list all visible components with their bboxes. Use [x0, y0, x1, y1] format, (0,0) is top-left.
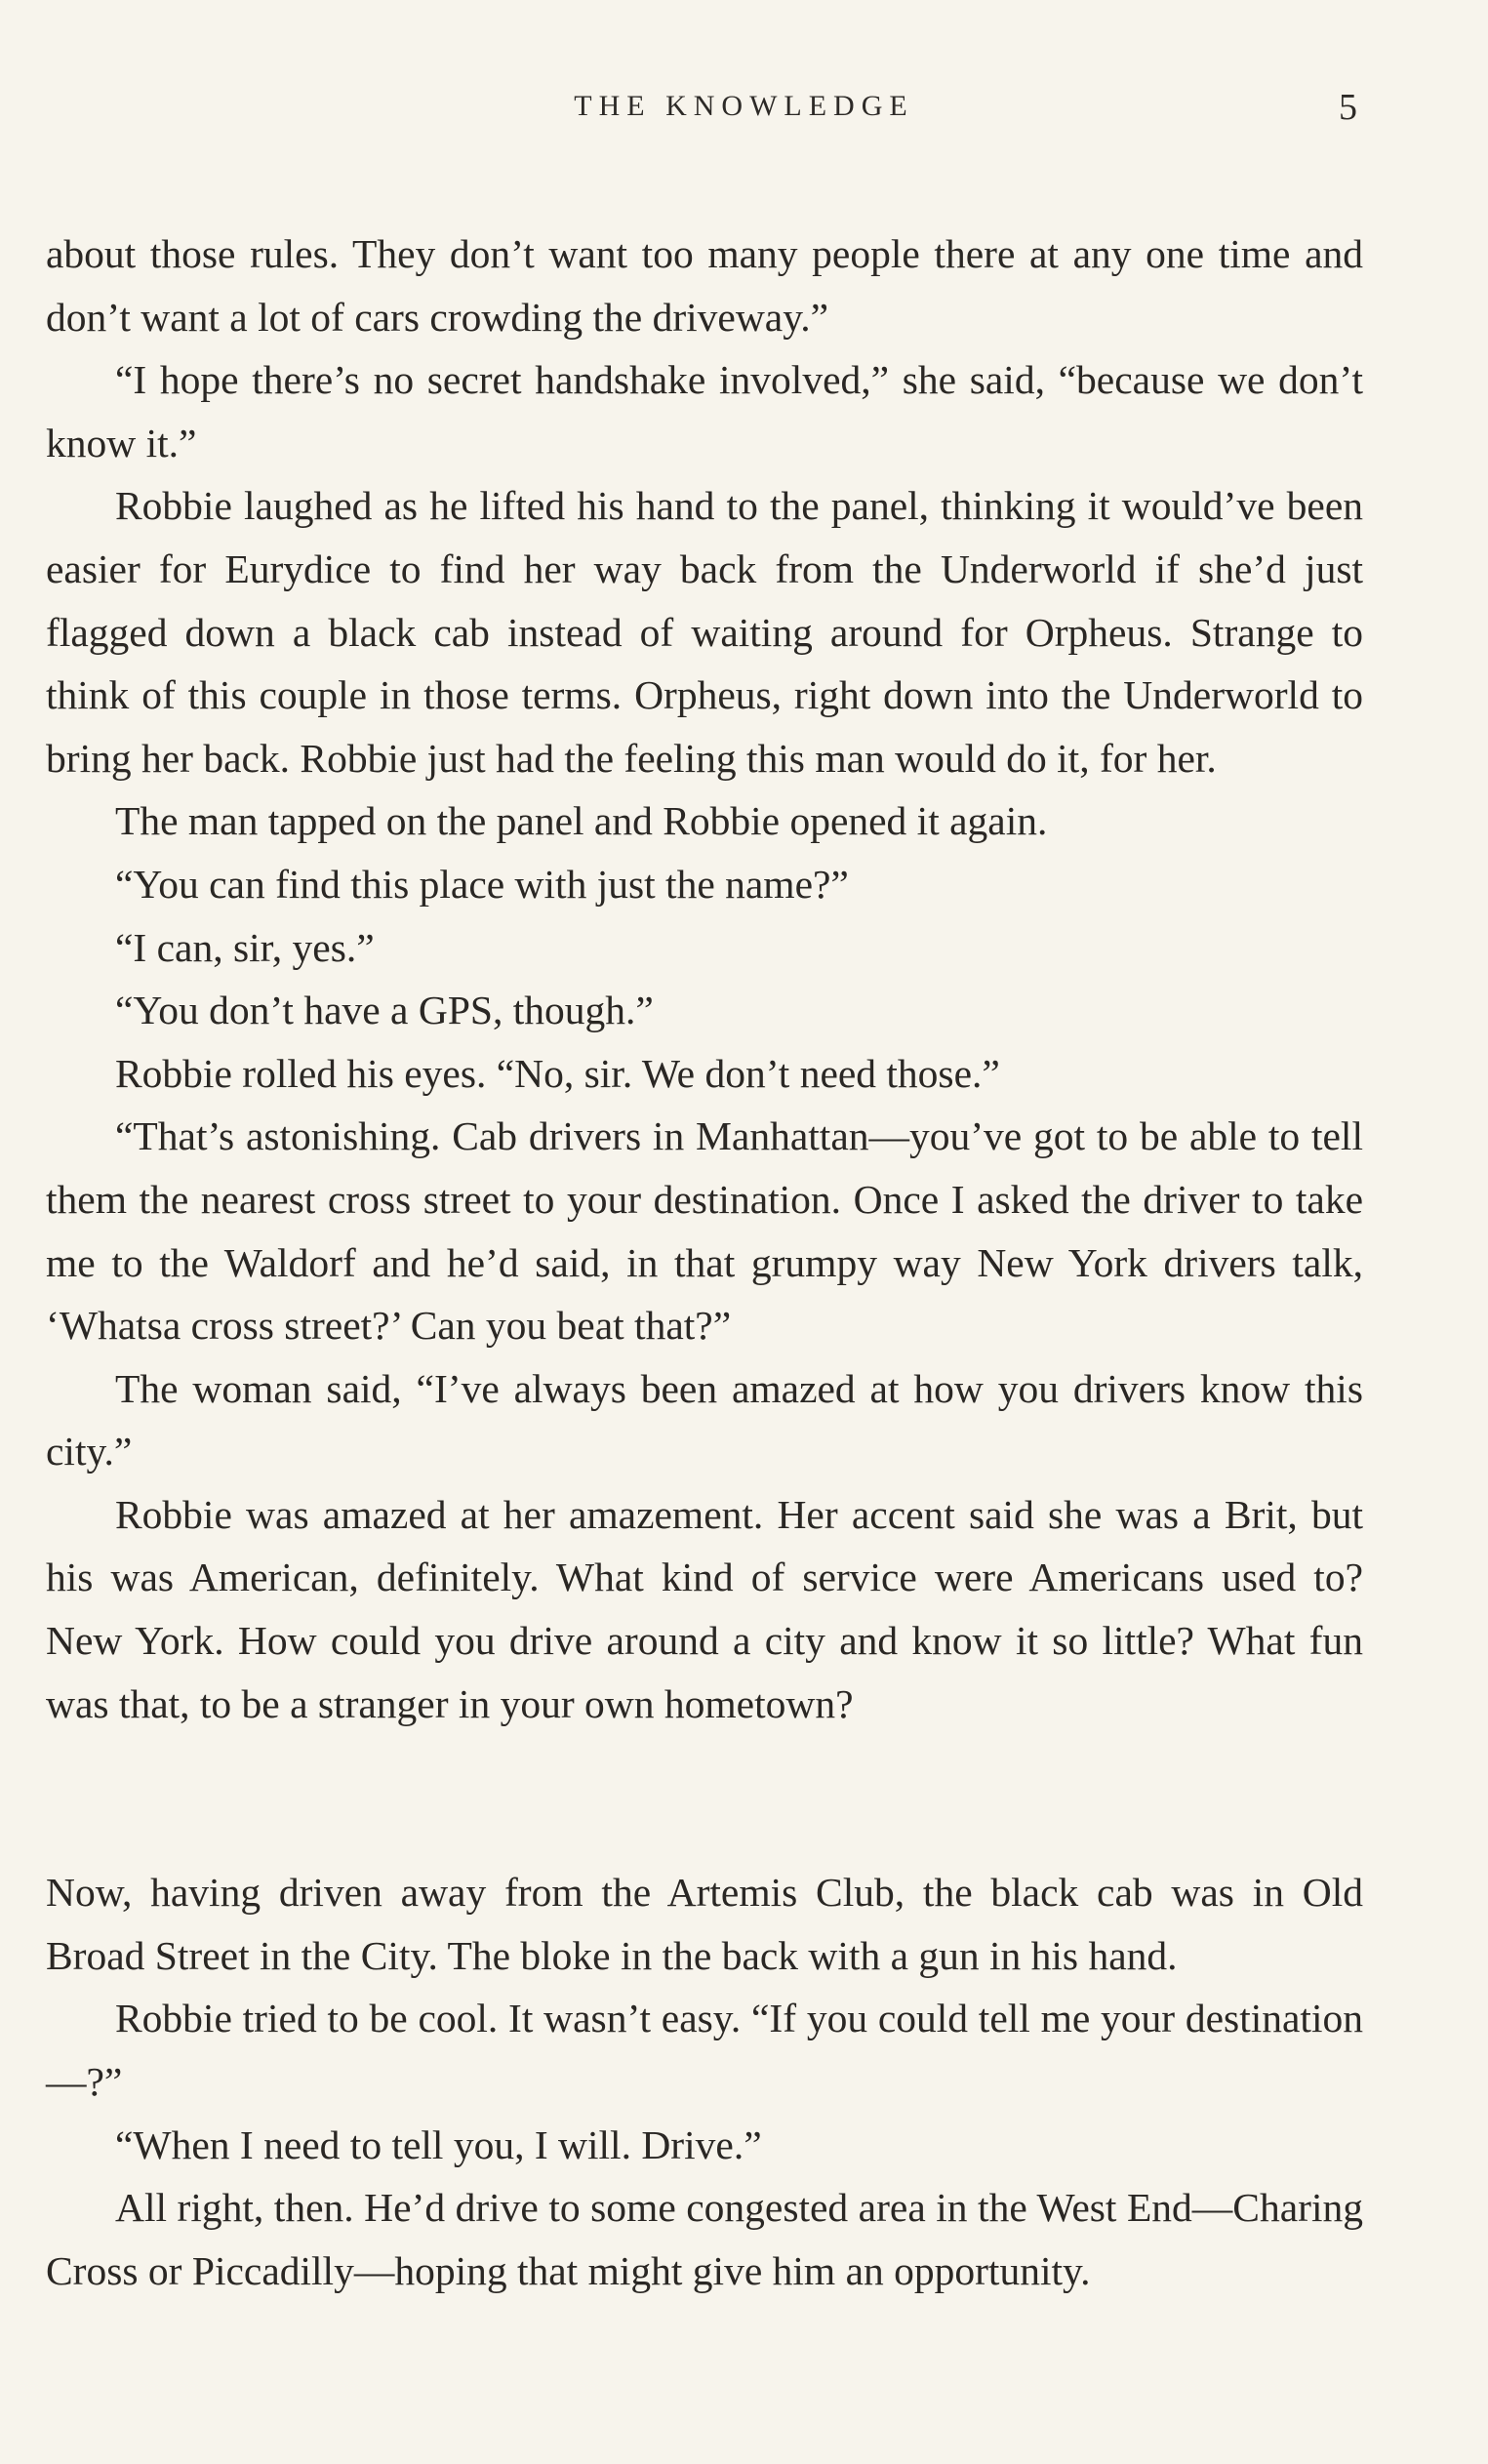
- paragraph: Robbie laughed as he lifted his hand to the panel, thinking it would’ve been easier for Eurydice to find her way back from the Underworld if she’d just flagged down a black cab instead of waiting around for Orpheus. Strange to think of this couple in those terms. Orpheus, right down into the Underworld to bring her back. Robbie just had the feeling this man would do it, for her.: [46, 483, 1363, 781]
- paragraph: All right, then. He’d drive to some congested area in the West End—Charing Cross or Piccadilly—hoping that might give him an opportunity.: [46, 2185, 1363, 2293]
- paragraph: about those rules. They don’t want too many people there at any one time and don’t want a lot of cars crowding the driveway.”: [46, 231, 1363, 340]
- paragraph: The woman said, “I’ve always been amazed at how you drivers know this city.”: [46, 1365, 1363, 1474]
- paragraph: “I can, sir, yes.”: [115, 924, 375, 970]
- paragraph: “You don’t have a GPS, though.”: [115, 988, 654, 1033]
- paragraph: Now, having driven away from the Artemis Club, the black cab was in Old Broad Street in the City. The bloke in the back with a gun in his hand.: [46, 1870, 1363, 1978]
- paragraph: “That’s astonishing. Cab drivers in Manhattan—you’ve got to be able to tell them the nearest cross street to your destination. Once I asked the driver to take me to the Waldorf and he’d said, in that grumpy way New York drivers talk, ‘Whatsa cross street?’ Can you beat that?”: [46, 1113, 1363, 1349]
- section-break: [46, 1735, 1363, 1861]
- running-title: THE KNOWLEDGE: [574, 90, 914, 122]
- body-text: [46, 222, 1363, 2302]
- paragraph: “You can find this place with just the name?”: [115, 861, 849, 907]
- paragraph: Robbie tried to be cool. It wasn’t easy. “If you could tell me your destination—?”: [46, 1996, 1363, 2105]
- running-head: [0, 86, 1488, 133]
- page-number: 5: [1339, 87, 1357, 128]
- paragraph: Robbie rolled his eyes. “No, sir. We don’t need those.”: [115, 1050, 1000, 1096]
- paragraph: “When I need to tell you, I will. Drive.”: [115, 2121, 762, 2167]
- paragraph: “I hope there’s no secret handshake involved,” she said, “because we don’t know it.”: [46, 357, 1363, 465]
- paragraph: The man tapped on the panel and Robbie opened it again.: [115, 798, 1048, 844]
- paragraph: Robbie was amazed at her amazement. Her accent said she was a Brit, but his was American, definitely. What kind of service were Americans used to? New York. How could you drive around a city and know it so little? What fun was that, to be a stranger in your own hometown?: [46, 1491, 1363, 1726]
